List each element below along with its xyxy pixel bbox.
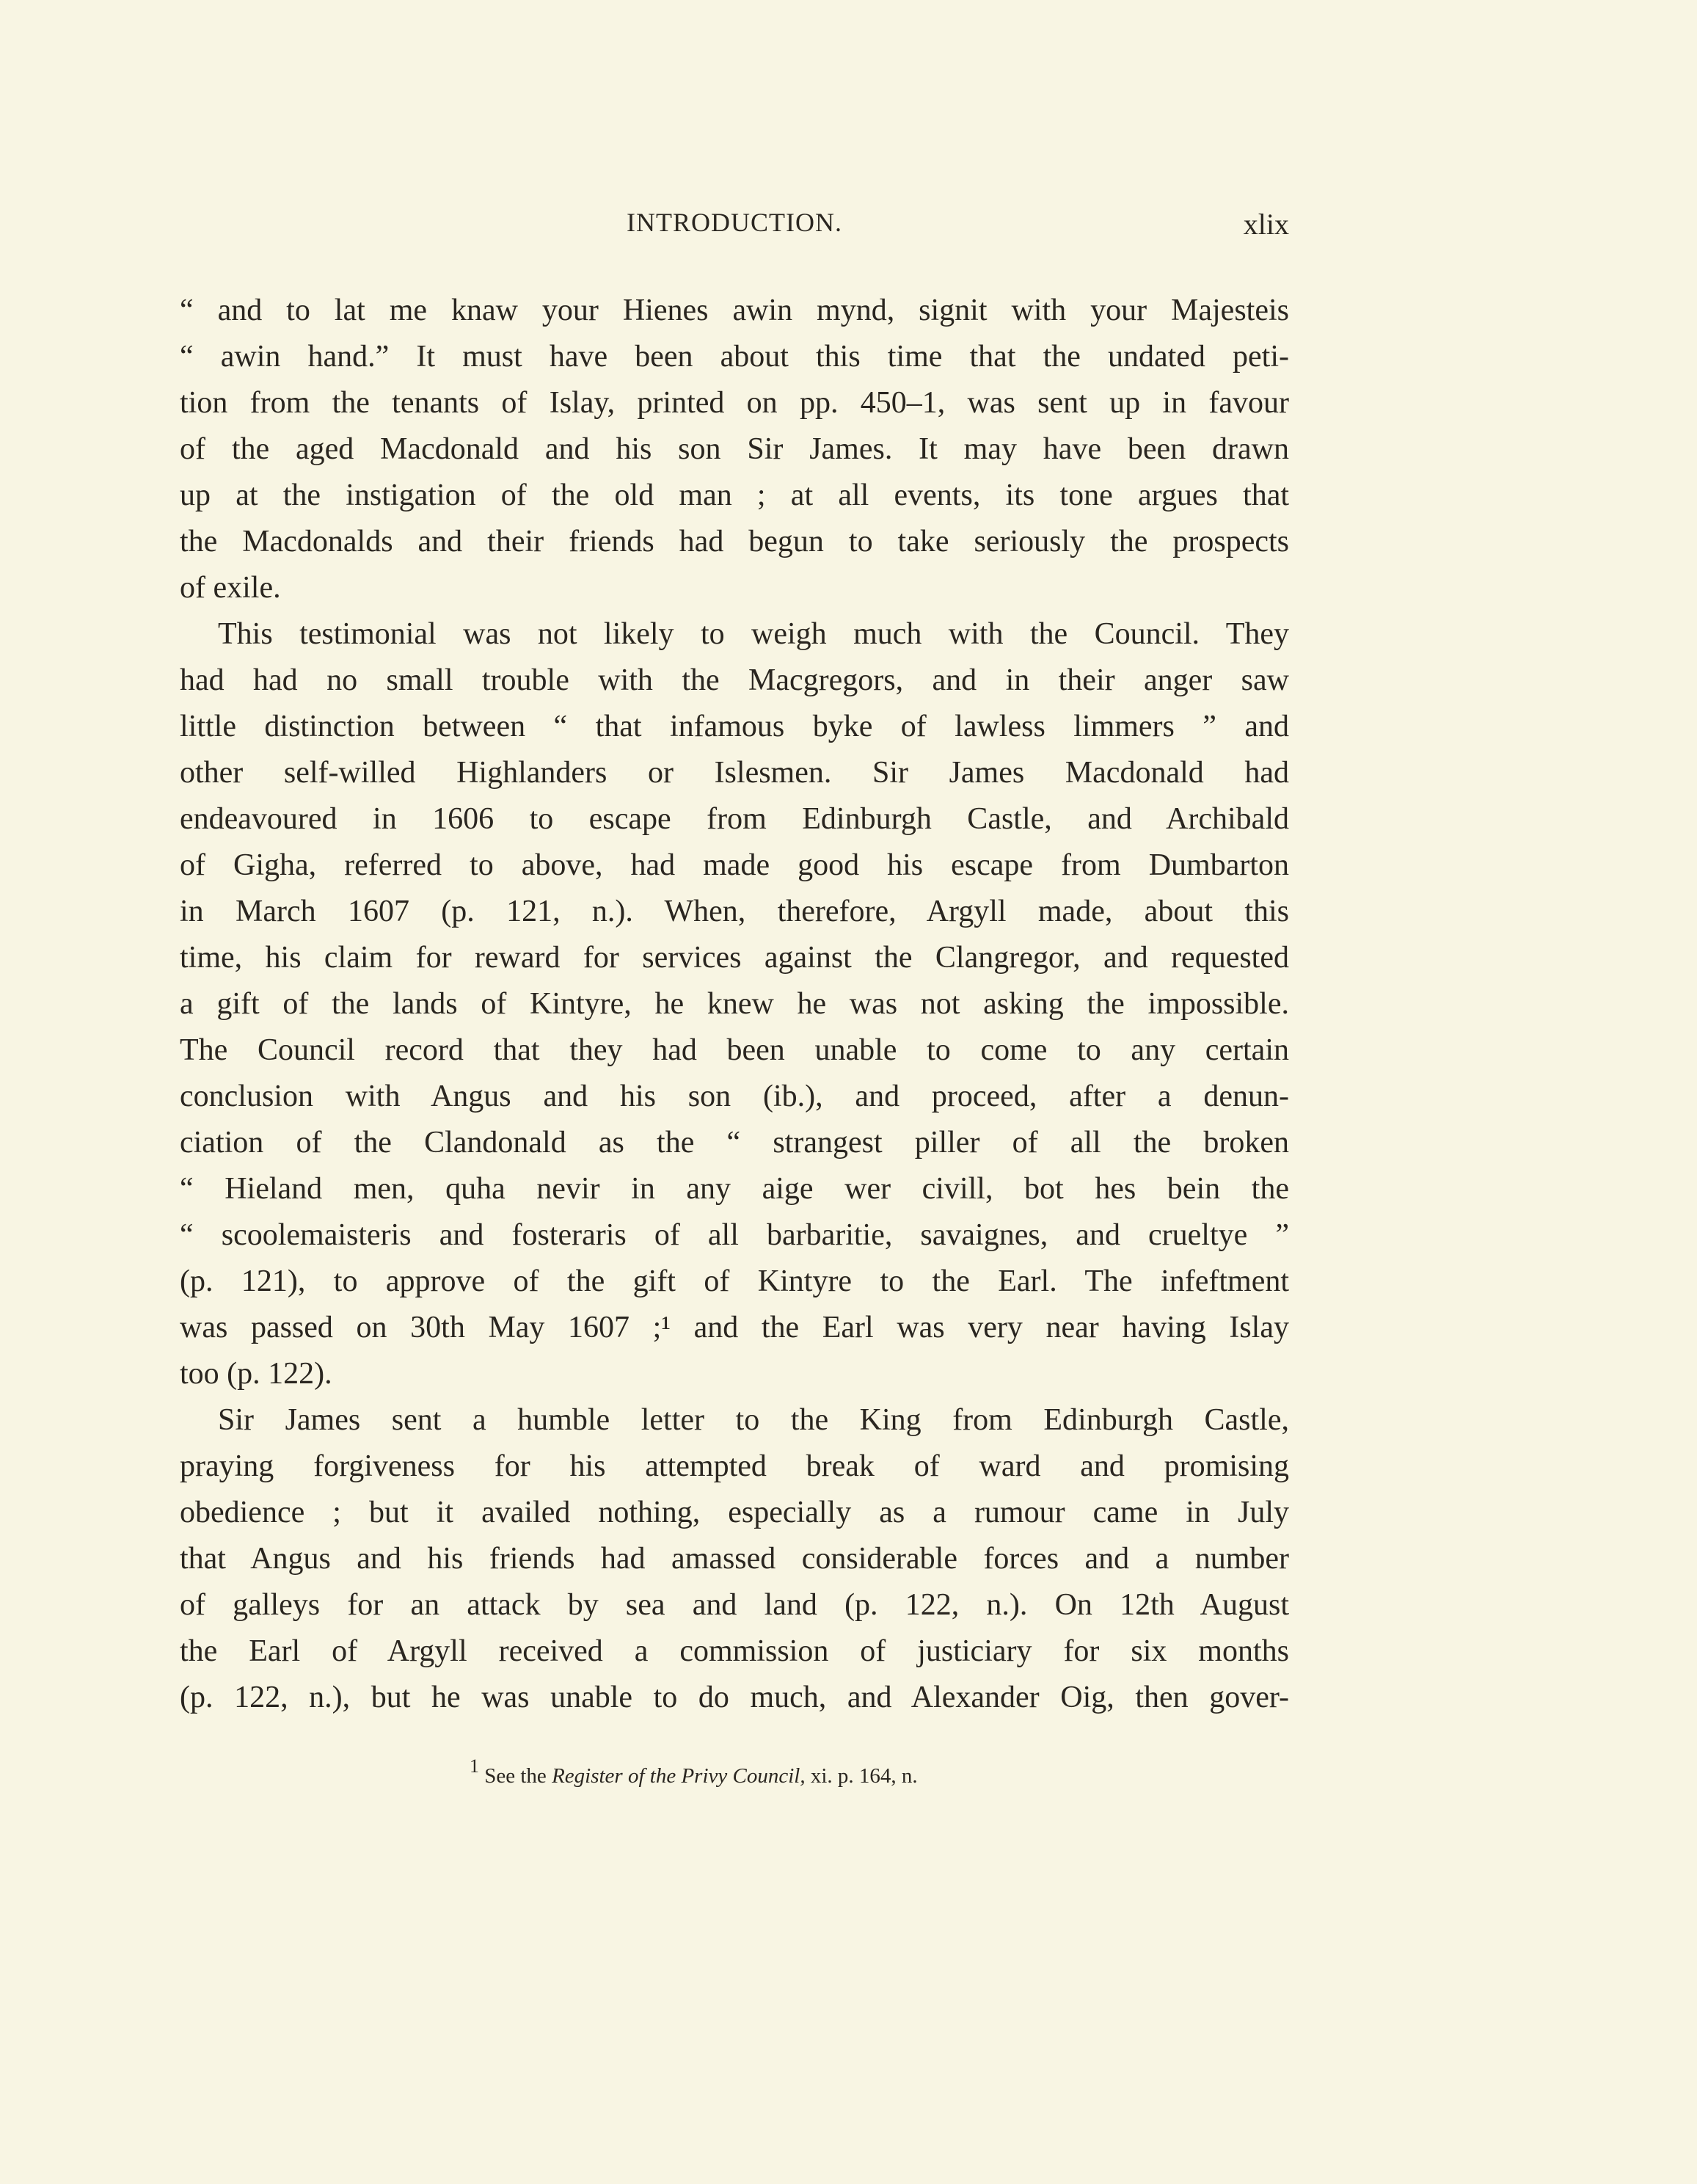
text-line: that Angus and his friends had amassed considerable forces and a number <box>180 1542 1289 1576</box>
paragraph-3 <box>180 1397 1289 1721</box>
paragraph-2 <box>180 611 1289 1397</box>
text-line: praying forgiveness for his attempted break of ward and promising <box>180 1449 1289 1483</box>
paragraph-1 <box>180 288 1289 611</box>
text-line: up at the instigation of the old man ; at all events, its tone argues that <box>180 478 1289 512</box>
text-line: ciation of the Clandonald as the “ strangest piller of all the broken <box>180 1126 1289 1160</box>
text-line: (p. 122, n.), but he was unable to do much, and Alexander Oig, then gover- <box>180 1681 1289 1714</box>
text-line: The Council record that they had been unable to come to any certain <box>180 1033 1289 1067</box>
text-line: too (p. 122). <box>180 1357 332 1391</box>
text-line: “ and to lat me knaw your Hienes awin mynd, signit with your Majesteis <box>180 294 1289 327</box>
text-line: of the aged Macdonald and his son Sir James. It may have been drawn <box>180 432 1289 466</box>
text-body <box>180 288 1289 1721</box>
text-line: “ awin hand.” It must have been about this time that the undated peti- <box>180 340 1289 374</box>
footnote-source-title: Register of the Privy Council, <box>552 1764 806 1788</box>
footnote-prefix: See the <box>484 1764 547 1788</box>
text-line: in March 1607 (p. 121, n.). When, therefore, Argyll made, about this <box>180 895 1289 928</box>
text-line: Sir James sent a humble letter to the King from Edinburgh Castle, <box>218 1403 1289 1437</box>
text-line: was passed on 30th May 1607 ;¹ and the Earl was very near having Islay <box>180 1311 1289 1344</box>
page-number: xlix <box>1243 208 1289 241</box>
text-line: “ scoolemaisteris and fosteraris of all barbaritie, savaignes, and crueltye ” <box>180 1218 1289 1252</box>
running-head <box>180 207 1289 251</box>
text-line: tion from the tenants of Islay, printed on pp. 450–1, was sent up in favour <box>180 386 1289 420</box>
footnote-suffix: xi. p. 164, n. <box>810 1764 918 1788</box>
text-line: had had no small trouble with the Macgregors, and in their anger saw <box>180 663 1289 697</box>
text-line: “ Hieland men, quha nevir in any aige wer civill, bot hes bein the <box>180 1172 1289 1206</box>
text-line: little distinction between “ that infamous byke of lawless limmers ” and <box>180 710 1289 743</box>
text-line: conclusion with Angus and his son (ib.), and proceed, after a denun- <box>180 1080 1289 1113</box>
text-line: the Macdonalds and their friends had begun to take seriously the prospects <box>180 525 1289 558</box>
text-line: a gift of the lands of Kintyre, he knew he was not asking the impossible. <box>180 987 1289 1021</box>
text-line: obedience ; but it availed nothing, especially as a rumour came in July <box>180 1496 1289 1529</box>
text-line: the Earl of Argyll received a commission of justiciary for six months <box>180 1634 1289 1668</box>
text-line: of exile. <box>180 571 281 605</box>
page-title: INTRODUCTION. <box>627 208 842 237</box>
footnote-marker: 1 <box>470 1755 479 1777</box>
text-line: (p. 121), to approve of the gift of Kintyre to the Earl. The infeftment <box>180 1264 1289 1298</box>
text-line: of galleys for an attack by sea and land (p. 122, n.). On 12th August <box>180 1588 1289 1622</box>
footnote <box>470 1755 1277 1791</box>
text-line: time, his claim for reward for services against the Clangregor, and requested <box>180 941 1289 975</box>
text-line: This testimonial was not likely to weigh much with the Council. They <box>218 617 1289 651</box>
text-line: other self-willed Highlanders or Islesmen. Sir James Macdonald had <box>180 756 1289 790</box>
text-line: of Gigha, referred to above, had made good his escape from Dumbarton <box>180 848 1289 882</box>
text-line: endeavoured in 1606 to escape from Edinburgh Castle, and Archibald <box>180 802 1289 836</box>
